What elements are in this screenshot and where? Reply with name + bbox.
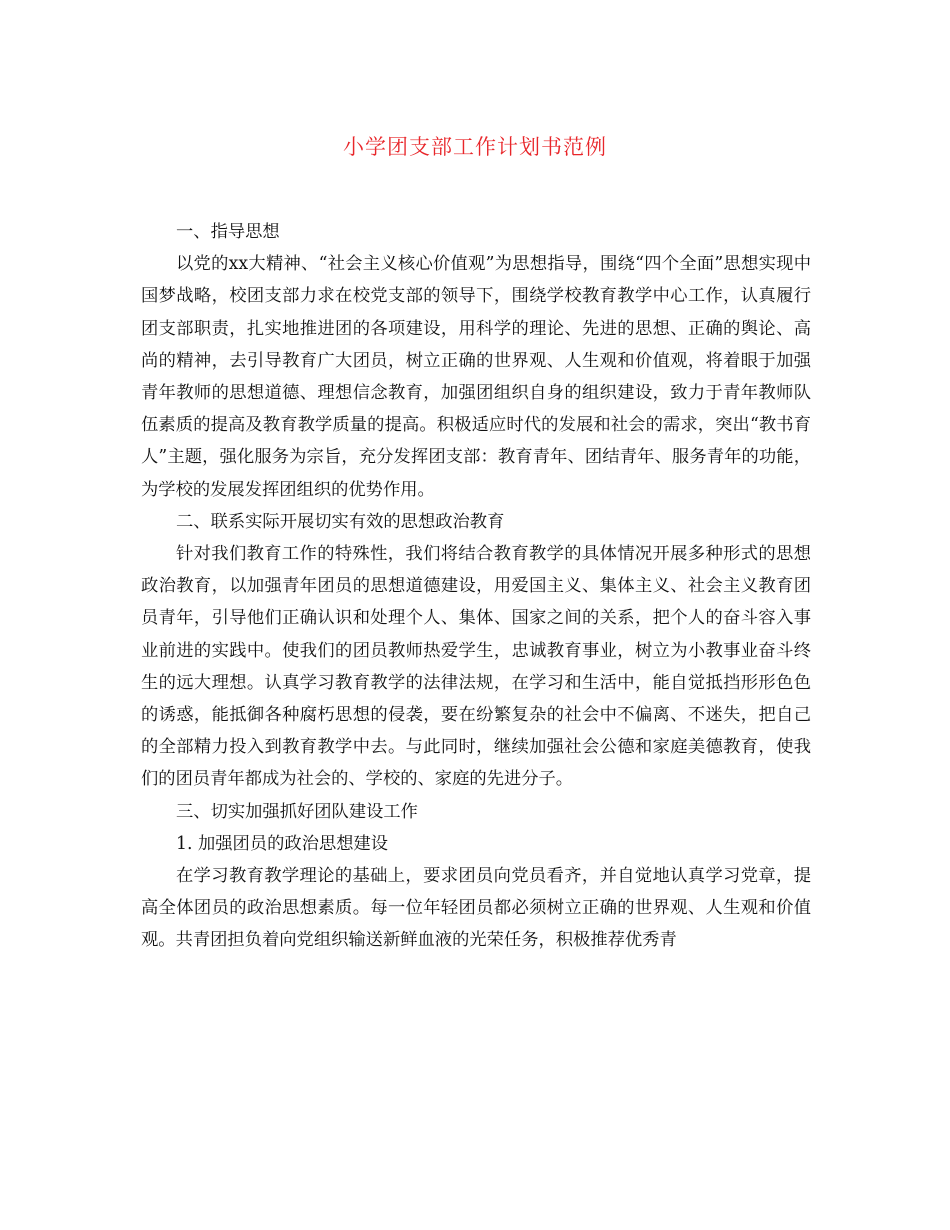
document-title: 小学团支部工作计划书范例: [343, 135, 607, 159]
heading-political-education: 二、联系实际开展切实有效的思想政治教育: [176, 511, 505, 532]
paragraph-political-education: 针对我们教育工作的特殊性，我们将结合教育教学的具体情况开展多种形式的思想政治教育，以加强青年团员的思想道德建设，用爱国主义、集体主义、社会主义教育团员青年，引导他们正确认识和处理个人、集体、国家之间的关系，把个人的奋斗容入事业前进的实践中。使我们的团员教师热爱学生，忠诚教育事业，树立为小教事业奋斗终生的远大理想。认真学习教育教学的法律法规，在学习和生活中，能自觉抵挡形形色色的诱惑，能抵御各种腐朽思想的侵袭，要在纷繁复杂的社会中不偏离、不迷失，把自己的全部精力投入到教育教学中去。与此同时，继续加强社会公德和家庭美德教育，使我们的团员青年都成为社会的、学校的、家庭的先进分子。: [141, 544, 811, 790]
heading-team-building: 三、切实加强抓好团队建设工作: [176, 801, 418, 822]
document-body: [141, 216, 811, 957]
paragraph-political-thought: 在学习教育教学理论的基础上，要求团员向党员看齐，并自觉地认真学习党章，提高全体团员的政治思想素质。每一位年轻团员都必须树立正确的世界观、人生观和价值观。共青团担负着向党组织输送新鲜血液的光荣任务，积极推荐优秀青: [141, 866, 811, 951]
heading-guiding-ideology: 一、指导思想: [176, 222, 280, 242]
subheading-political-thought: 1. 加强团员的政治思想建设: [176, 833, 389, 854]
paragraph-guiding-ideology: 以党的xx大精神、“社会主义核心价值观”为思想指导，围绕“四个全面”思想实现中国梦战略，校团支部力求在校党支部的领导下，围绕学校教育教学中心工作，认真履行团支部职责，扎实地推进团的各项建设，用科学的理论、先进的思想、正确的舆论、高尚的精神，去引导教育广大团员，树立正确的世界观、人生观和价值观，将着眼于加强青年教师的思想道德、理想信念教育，加强团组织自身的组织建设，致力于青年教师队伍素质的提高及教育教学质量的提高。积极适应时代的发展和社会的需求，突出“教书育人”主题，强化服务为宗旨，充分发挥团支部：教育青年、团结青年、服务青年的功能，为学校的发展发挥团组织的优势作用。: [141, 254, 811, 500]
